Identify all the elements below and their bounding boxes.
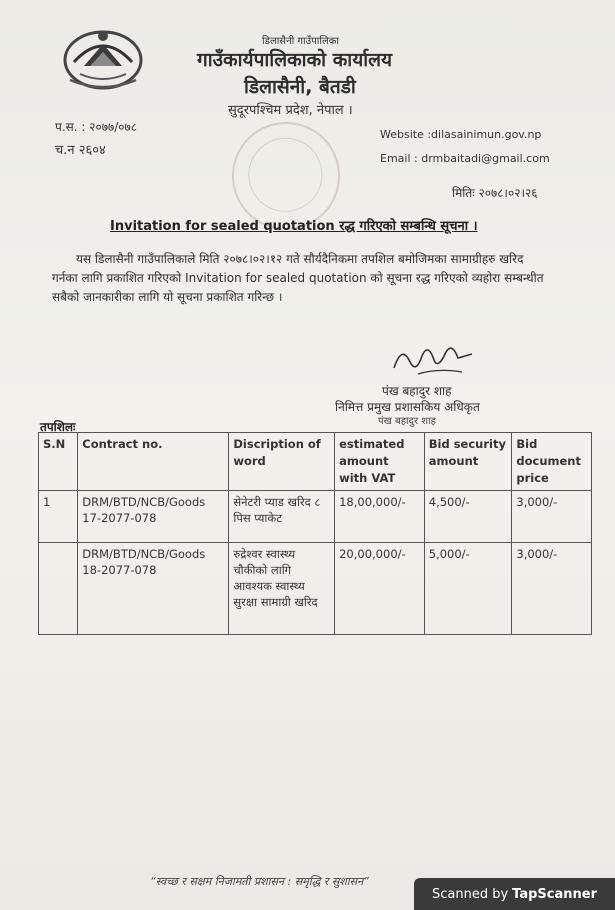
header-sn: S.N [39,433,78,491]
dispatch-number: च.न २६०४ [55,143,106,158]
website-text: Website :dilasainimun.gov.np [380,128,542,141]
cell-description: रुद्रेश्वर स्वास्थ्य चौकीको लागि आवश्यक स्वास्थ्य सुरक्षा सामाग्री खरिद [229,543,335,635]
office-place: डिलासैनी, बैतडी [244,76,356,98]
rural-municipality-name: डिलासैनी गाउँपालिका [262,36,339,47]
cell-bid-security: 5,000/- [424,543,512,635]
cell-estimated-amount: 20,00,000/- [335,543,425,635]
cell-bid-security: 4,500/- [424,491,512,543]
quotation-table [38,432,592,635]
cell-contract-no: DRM/BTD/NCB/Goods 17-2077-078 [78,491,229,543]
email-text: Email : drmbaitadi@gmail.com [380,152,550,165]
office-title: गाउँकार्यपालिकाको कार्यालय [197,49,393,71]
header-contract-no: Contract no. [78,433,229,491]
signatory-role: निमित्त प्रमुख प्रशासकिय अधिकृत [335,400,480,414]
cell-estimated-amount: 18,00,000/- [335,491,425,543]
scanner-watermark [414,878,615,910]
header-description: Discription of word [229,433,335,491]
cell-sn: 1 [39,491,78,543]
header-bid-document-price: Bid document price [512,433,592,491]
reference-number: प.स. : २०७७/०७८ [55,120,137,134]
notice-title: Invitation for sealed quotation रद्ध गरिएको सम्बन्धि सूचना । [110,219,478,234]
scanner-prefix: Scanned by [431,886,509,902]
header-estimated-amount: estimated amount with VAT [335,433,425,491]
table-row [39,543,592,635]
signatory-name: पंख बहादुर शाह [382,384,452,398]
cell-sn [39,543,78,635]
notice-date: मितिः २०७८।०२।२६ [452,186,538,200]
signatory-name-stamp: पंख बहादुर शाह [378,416,436,427]
footer-motto: “स्वच्छ र सक्षम निजामती प्रशासन : समृद्धि र सुशासन” [150,875,369,888]
scanner-brand: TapScanner [512,886,598,902]
cell-bid-document-price: 3,000/- [512,543,592,635]
nepal-emblem-icon [60,22,146,92]
header-bid-security: Bid security amount [424,433,512,491]
cell-bid-document-price: 3,000/- [512,491,592,543]
notice-body: यस डिलासैनी गाउँपालिकाले मिति २०७८।०२।१२ गते सौर्यदैनिकमा तपशिल बमोजिमका सामाग्रीहरु खरिद गर्नका लागि प्रकाशित गरिएको Invitation for sealed quotation को सूचना रद्ध गरिएको व्यहोरा सम्बन्धीत सबैको जानकारीका लागि यो सूचना प्रकाशित गरिन्छ । [52,252,544,304]
cell-description: सेनेटरी प्याड खरिद ८ पिस प्याकेट [229,491,335,543]
details-label: तपशिलः [40,420,76,434]
handwritten-signature [388,338,478,380]
table-header-row [39,433,592,491]
cell-contract-no: DRM/BTD/NCB/Goods 18-2077-078 [78,543,229,635]
table-row [39,491,592,543]
province-line: सुदूरपश्चिम प्रदेश, नेपाल । [228,103,353,118]
office-stamp-inner-ring [239,128,332,221]
